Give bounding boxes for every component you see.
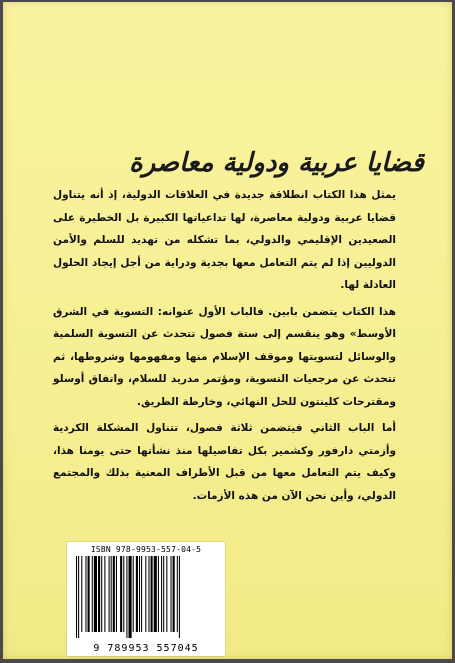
isbn-digits: 9 789953 557045 <box>93 643 199 654</box>
barcode-icon <box>76 556 216 638</box>
isbn-barcode <box>67 542 225 656</box>
blurb-paragraph-3: أما الباب الثاني فيتضمن ثلاثة فصول، تتناول المشكلة الكردية وأزمتي دارفور وكشمير بكل تفاصيلها منذ نشأتها حتى يومنا هذا، وكيف يتم التعامل معها من قبل الأطراف المعنية بذلك والمجتمع الدولي، وأين نحن الآن من هذه الأزمات. <box>53 422 396 502</box>
book-title: قضايا عربية ودولية معاصرة <box>129 148 424 178</box>
blurb-paragraph-2: هذا الكتاب يتضمن بابين. فالباب الأول عنوانه: التسوية في الشرق الأوسط» وهو ينقسم إلى ستة فصول تتحدث عن التسوية السلمية والوسائل لتسويتها وموقف الإسلام منها ومفهومها وشروطها، ثم تتحدث عن مرجعيات التسوية، ومؤتمر مدريد للسلام، واتفاق أوسلو ومقترحات كلينتون للحل النهائي، وخارطة الطريق. <box>53 305 396 408</box>
back-cover <box>3 2 452 659</box>
blurb <box>53 184 396 511</box>
blurb-paragraph-1: يمثل هذا الكتاب انطلاقة جديدة في العلاقات الدولية، إذ أنه يتناول قضايا عربية ودولية معاصرة، لها تداعياتها الكبيرة بل الخطيرة على الصعيدين الإقليمي والدولي، بما تشكله من تهديد للسلم والأمن الدوليين إذا لم يتم التعامل معها بجدية ودراية من أجل إيجاد الحلول العادلة لها. <box>53 189 396 291</box>
isbn-label: ISBN 978-9953-557-04-5 <box>90 545 202 554</box>
